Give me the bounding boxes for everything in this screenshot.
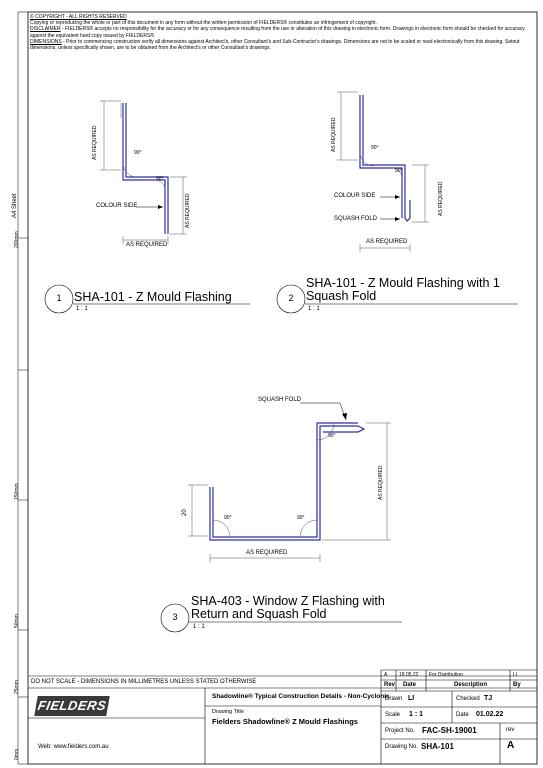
web-address: Web: www.fielders.com.au xyxy=(38,744,109,750)
drawn-label: Drawn xyxy=(385,696,403,702)
margin-mark-150: 150mm xyxy=(14,483,20,500)
rev-row-rev: A xyxy=(384,672,388,678)
d3-as-required-side: AS REQUIRED xyxy=(378,465,384,500)
d2-angle-1: 90° xyxy=(371,145,379,151)
hdr-date: Date xyxy=(403,682,417,688)
detail-1-scale: 1 : 1 xyxy=(76,306,88,312)
fielders-logo: FIELDERS xyxy=(34,696,110,716)
d2-as-required-top: AS REQUIRED xyxy=(331,117,337,152)
checked-value: TJ xyxy=(484,695,493,702)
detail-2-title-line1: SHA-101 - Z Mould Flashing with 1 xyxy=(306,276,500,290)
project-no-value: FAC-SH-19001 xyxy=(422,726,477,735)
d2-angle-2: 90° xyxy=(395,168,403,174)
detail-3-number: 3 xyxy=(172,612,178,622)
drawing-title: Fielders Shadowline® Z Mould Flashings xyxy=(212,717,358,726)
hdr-rev: Rev xyxy=(384,682,396,688)
drawing-notes xyxy=(30,14,535,51)
d2-colour-side: COLOUR SIDE xyxy=(334,193,376,199)
rev-row-by: LI xyxy=(513,672,518,678)
copyright-note: © COPYRIGHT - ALL RIGHTS RESERVED xyxy=(30,14,127,20)
d2-squash-fold: SQUASH FOLD xyxy=(334,216,378,222)
d3-angle-2: 90° xyxy=(297,515,305,521)
margin-mark-25: 25mm xyxy=(14,680,20,694)
margin-mark-200: 200mm xyxy=(14,231,20,248)
detail-1-drawing xyxy=(100,101,187,244)
detail-3-drawing xyxy=(188,403,391,562)
d3-squash-fold: SQUASH FOLD xyxy=(258,397,302,403)
date-label: Date xyxy=(456,712,469,718)
d3-as-required-bottom: AS REQUIRED xyxy=(246,550,288,556)
drawn-value: LI xyxy=(408,695,415,702)
d1-as-required-bottom: AS REQUIRED xyxy=(126,242,168,248)
disclaimer-note: DISCLAIMER - FIELDERS® accepts no responsibility for the accuracy or for any consequence resulting from the use or alteration of this drawing in electronic form. Drawings in electronic form should be checked for accuracy against the equivalent hard copy issued by FIELDERS®. xyxy=(30,26,525,39)
detail-1-number: 1 xyxy=(56,293,62,303)
d1-as-required-side: AS REQUIRED xyxy=(185,193,191,228)
hdr-by: By xyxy=(513,682,521,688)
detail-2-scale: 1 : 1 xyxy=(308,306,320,312)
d1-as-required-top: AS REQUIRED xyxy=(92,125,98,160)
dimensions-note: DIMENSIONS - Prior to commencing construction verify all dimensions against Architect's, other Consultant's and Sub-Contractor's drawings. Dimensions are not to be scaled or read electronically from this drawing. Setout dimensions, unless specifically shown, are to be obtained from the Architect's or other Consultant's drawings. xyxy=(30,38,520,52)
detail-2-number: 2 xyxy=(288,293,294,303)
rev-row-description: For Distribution xyxy=(429,672,463,678)
date-value: 01.02.22 xyxy=(476,711,504,718)
checked-label: Checked xyxy=(456,696,480,702)
do-not-scale-note: DO NOT SCALE - DIMENSIONS IN MILLIMETRES UNLESS STATED OTHERWISE xyxy=(31,679,257,685)
rev-value: A xyxy=(507,740,515,751)
detail-3-title-line2: Return and Squash Fold xyxy=(191,607,327,621)
copying-note: Copying or reproducing the whole or part of this document in any form without the written permission of FIELDERS® constitutes an infringement of copyright. xyxy=(30,20,377,27)
hdr-description: Description xyxy=(454,682,488,688)
margin-mark-50: 50mm xyxy=(14,614,20,628)
drawing-no-value: SHA-101 xyxy=(421,742,454,751)
detail-2-drawing xyxy=(337,92,429,252)
detail-1-title: SHA-101 - Z Mould Flashing xyxy=(74,290,232,304)
d3-angle-3: 90° xyxy=(328,433,336,439)
drawing-no-label: Drawing No. xyxy=(385,744,419,750)
d3-angle-1: 90° xyxy=(224,515,232,521)
d1-angle-2: 90° xyxy=(156,176,164,182)
detail-3-scale: 1 : 1 xyxy=(193,624,205,630)
d1-colour-side: COLOUR SIDE xyxy=(96,203,138,209)
detail-2-title-line2: Squash Fold xyxy=(306,289,377,303)
project-title: Shadowline® Typical Construction Details - Non-Cyclonic xyxy=(212,693,390,700)
d1-angle-1: 90° xyxy=(134,150,142,156)
drawing-title-label: Drawing Title xyxy=(212,709,244,715)
scale-label: Scale xyxy=(385,712,401,718)
scale-value: 1 : 1 xyxy=(409,711,424,718)
sheet-size-label: A4 Sheet xyxy=(12,193,18,218)
rev-row-date: 18.05.22 xyxy=(399,672,419,678)
margin-mark-0: 0mm xyxy=(14,748,20,760)
d2-as-required-bottom: AS REQUIRED xyxy=(366,239,408,245)
d2-as-required-side: AS REQUIRED xyxy=(438,181,444,216)
project-no-label: Project No. xyxy=(385,728,415,734)
d3-dim-20: 20 xyxy=(182,509,188,516)
rev-label: rev xyxy=(506,727,515,733)
detail-3-title-line1: SHA-403 - Window Z Flashing with xyxy=(191,594,385,608)
